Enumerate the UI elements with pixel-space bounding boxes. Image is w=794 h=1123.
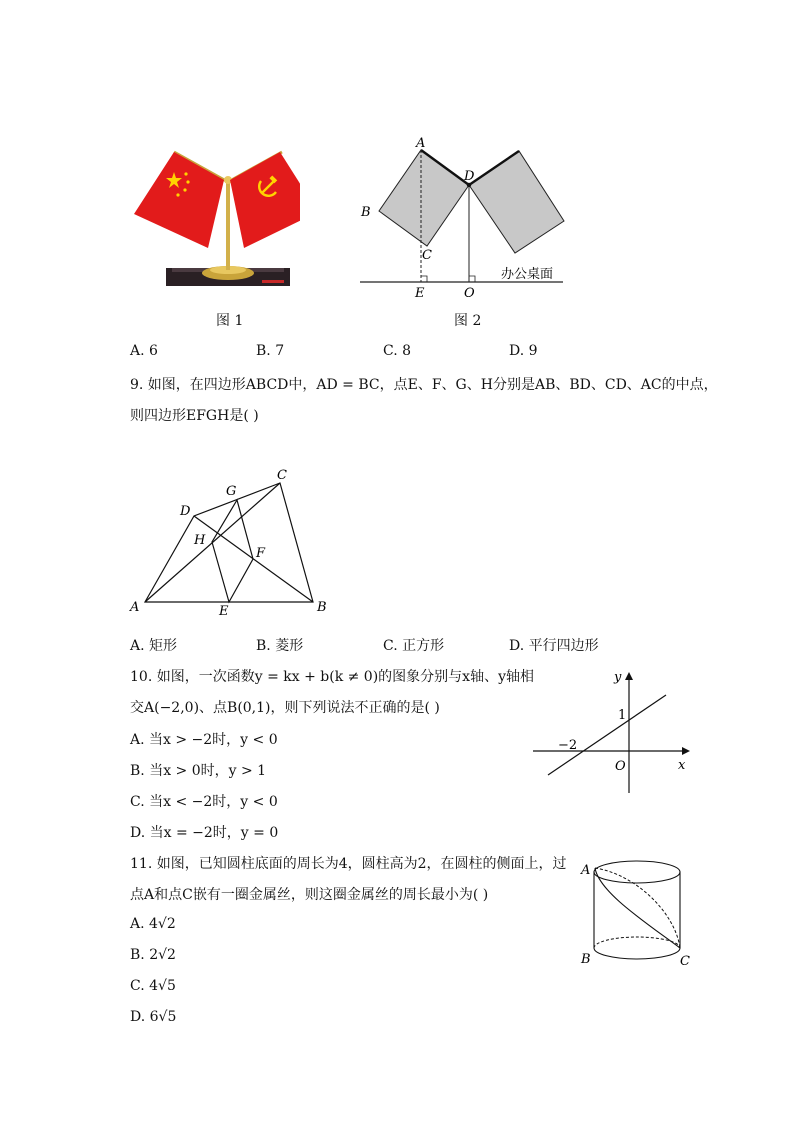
figure-2-caption: 图 2 (454, 313, 482, 329)
q11-option-b[interactable]: B. 2√2 (130, 947, 176, 963)
q11-text-line-1: 11. 如图，已知圆柱底面的周长为4，圆柱高为2，在圆柱的侧面上，过 (130, 856, 567, 872)
left-flag (134, 152, 224, 248)
q10-option-b[interactable]: B. 当x > 0时，y > 1 (130, 763, 267, 779)
q9-label-D: D (180, 504, 191, 519)
q11-option-d[interactable]: D. 6√5 (130, 1009, 177, 1025)
q11-text-line-2: 点A和点C嵌有一圈金属丝，则这圈金属丝的周长最小为( ) (130, 887, 489, 903)
label-A: A (416, 136, 426, 151)
right-square (469, 151, 564, 253)
y-axis-label: y (614, 670, 622, 685)
small-star-2 (186, 180, 189, 183)
q9-text-line-2: 则四边形EFGH是( ) (130, 408, 259, 424)
stand-plate (262, 280, 284, 283)
q8-option-c[interactable]: C. 8 (383, 343, 412, 359)
small-star-4 (176, 193, 179, 196)
q9-text-line-1: 9. 如图，在四边形ABCD中，AD = BC，点E、F、G、H分别是AB、BD、CD、AC的中点， (130, 377, 718, 393)
flag-stand-figure (130, 140, 300, 290)
x-axis-arrow (682, 747, 690, 755)
cylinder-figure (575, 852, 700, 974)
q9-label-F: F (256, 546, 266, 561)
q9-label-E: E (219, 604, 229, 619)
small-star-1 (184, 172, 187, 175)
desk-squares-figure (355, 135, 570, 300)
label-D: D (464, 169, 475, 184)
small-star-3 (183, 188, 186, 191)
q11-option-c[interactable]: C. 4√5 (130, 978, 176, 994)
q9-label-A: A (130, 600, 140, 615)
stand-pole (226, 180, 230, 270)
q8-option-b[interactable]: B. 7 (256, 343, 285, 359)
cylinder-top (594, 861, 680, 883)
cyl-label-C: C (680, 954, 690, 969)
cyl-label-A: A (581, 863, 591, 878)
q10-option-c[interactable]: C. 当x < −2时，y < 0 (130, 794, 278, 810)
label-C: C (422, 248, 432, 263)
label-neg2: −2 (558, 738, 578, 753)
linear-function-graph (530, 665, 695, 797)
label-desk: 办公桌面 (501, 267, 554, 282)
origin-label: O (615, 759, 626, 774)
q9-label-H: H (194, 533, 206, 548)
function-line (548, 695, 666, 775)
q9-option-a[interactable]: A. 矩形 (130, 638, 178, 654)
q9-option-c[interactable]: C. 正方形 (383, 638, 445, 654)
y-axis-arrow (625, 672, 633, 680)
label-one: 1 (618, 708, 627, 723)
left-square (379, 150, 469, 246)
q10-text-line-1: 10. 如图，一次函数y = kx + b(k ≠ 0)的图象分别与x轴、y轴相 (130, 669, 534, 685)
q10-option-d[interactable]: D. 当x = −2时，y = 0 (130, 825, 279, 841)
q8-option-a[interactable]: A. 6 (130, 343, 158, 359)
quadrilateral-figure (125, 460, 335, 620)
x-axis-label: x (678, 758, 686, 773)
q9-label-C: C (277, 468, 287, 483)
label-O: O (464, 286, 475, 300)
cylinder-bottom-front (594, 948, 680, 959)
q9-label-G: G (226, 484, 237, 499)
right-angle-O (469, 276, 475, 282)
right-flag (230, 152, 300, 248)
q8-option-d[interactable]: D. 9 (509, 343, 538, 359)
right-angle-E (421, 276, 427, 282)
label-E: E (415, 286, 425, 300)
q9-option-b[interactable]: B. 菱形 (256, 638, 304, 654)
figure-1-caption: 图 1 (216, 313, 244, 329)
q11-option-a[interactable]: A. 4√2 (130, 916, 176, 932)
q9-option-d[interactable]: D. 平行四边形 (509, 638, 599, 654)
cyl-label-B: B (581, 952, 591, 967)
quad-EFGH (212, 500, 253, 602)
q10-text-line-2: 交A(−2,0)、点B(0,1)，则下列说法不正确的是( ) (130, 700, 440, 716)
q9-label-B: B (317, 600, 327, 615)
q10-option-a[interactable]: A. 当x > −2时，y < 0 (130, 732, 278, 748)
label-B: B (361, 205, 371, 220)
